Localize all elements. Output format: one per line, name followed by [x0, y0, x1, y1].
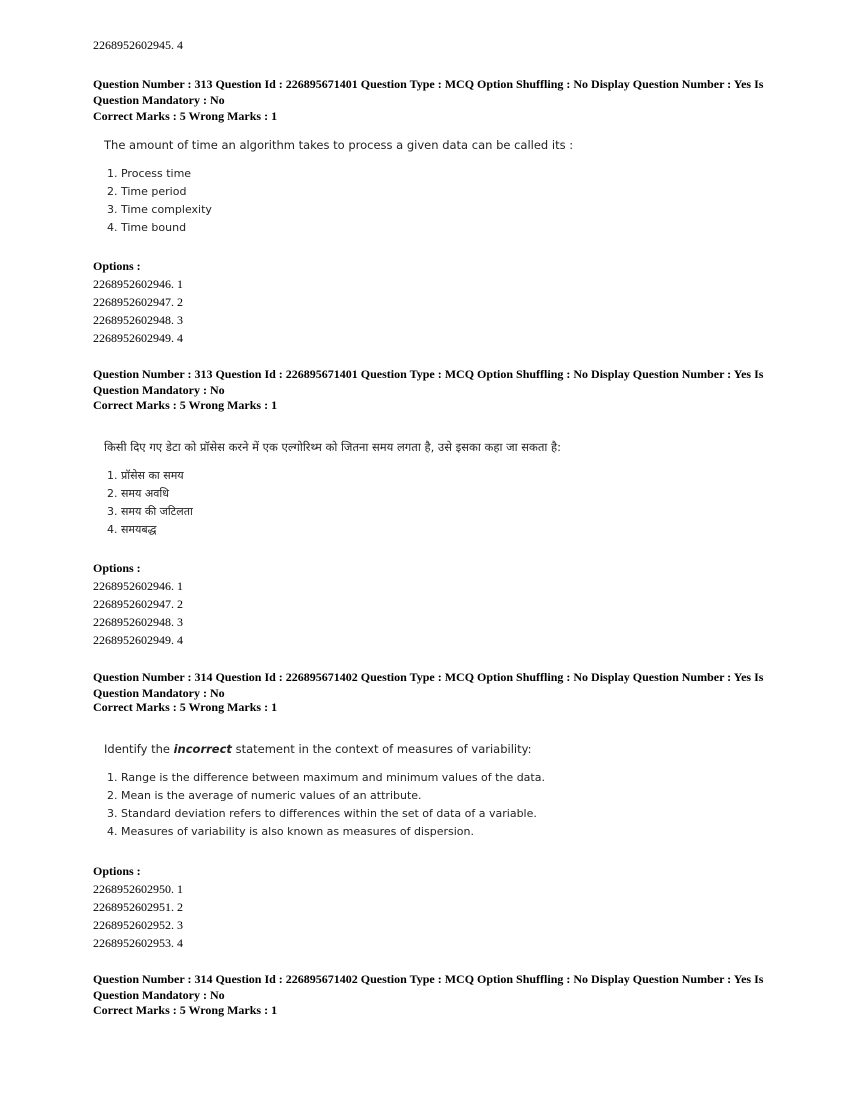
question-header: Question Number : 314 Question Id : 226895671402 Question Type : MCQ Option Shuffling : No Display Question Number : Yes Is Question Mandatory : No [93, 972, 764, 1002]
question-text-start: Identify the [104, 742, 174, 756]
choice-list [107, 165, 212, 237]
option-id: 2268952602950. 1 [93, 882, 183, 896]
choice-list [107, 467, 193, 539]
choice-item: 4. समयबद्ध [107, 523, 157, 536]
question-header: Question Number : 313 Question Id : 226895671401 Question Type : MCQ Option Shuffling : No Display Question Number : Yes Is Question Mandatory : No [93, 77, 764, 107]
question-header: Question Number : 314 Question Id : 226895671402 Question Type : MCQ Option Shuffling : No Display Question Number : Yes Is Question Mandatory : No [93, 670, 764, 700]
option-id: 2268952602948. 3 [93, 615, 183, 629]
question-text: किसी दिए गए डेटा को प्रॉसेस करने में एक एल्गोरिथ्म को जितना समय लगता है, उसे इसका कहा जा सकता है: [104, 440, 562, 454]
option-id: 2268952602951. 2 [93, 900, 183, 914]
choice-item: 3. समय की जटिलता [107, 505, 193, 518]
choice-item: 4. Time bound [107, 221, 187, 234]
option-id: 2268952602946. 1 [93, 579, 183, 593]
question-text: The amount of time an algorithm takes to process a given data can be called its : [104, 138, 574, 152]
choice-item: 2. Time period [107, 185, 187, 198]
options-block [93, 257, 183, 347]
choice-item: 2. समय अवधि [107, 487, 170, 500]
question-header: Question Number : 313 Question Id : 226895671401 Question Type : MCQ Option Shuffling : No Display Question Number : Yes Is Question Mandatory : No [93, 367, 764, 397]
choice-item: 1. प्रॉसेस का समय [107, 469, 184, 482]
option-id: 2268952602949. 4 [93, 331, 183, 345]
options-block [93, 559, 183, 649]
marks-line: Correct Marks : 5 Wrong Marks : 1 [93, 109, 278, 123]
option-id: 2268952602948. 3 [93, 313, 183, 327]
marks-line: Correct Marks : 5 Wrong Marks : 1 [93, 398, 278, 412]
choice-item: 1. Range is the difference between maximum and minimum values of the data. [107, 771, 545, 784]
choice-item: 3. Standard deviation refers to differences within the set of data of a variable. [107, 807, 537, 820]
choice-list [107, 769, 545, 841]
option-id: 2268952602947. 2 [93, 597, 183, 611]
question-emphasis: incorrect [173, 742, 232, 756]
choice-item: 1. Process time [107, 167, 192, 180]
option-id: 2268952602949. 4 [93, 633, 183, 647]
options-title: Options : [93, 864, 141, 878]
options-block [93, 862, 183, 952]
question-text-end: statement in the context of measures of variability: [231, 742, 532, 756]
option-id: 2268952602952. 3 [93, 918, 183, 932]
choice-item: 2. Mean is the average of numeric values of an attribute. [107, 789, 422, 802]
options-title: Options : [93, 259, 141, 273]
marks-line: Correct Marks : 5 Wrong Marks : 1 [93, 1003, 278, 1017]
option-id: 2268952602946. 1 [93, 277, 183, 291]
option-id: 2268952602953. 4 [93, 936, 183, 950]
question-text [104, 741, 764, 757]
top-option-line: 2268952602945. 4 [93, 38, 183, 52]
choice-item: 4. Measures of variability is also known as measures of dispersion. [107, 825, 474, 838]
choice-item: 3. Time complexity [107, 203, 212, 216]
marks-line: Correct Marks : 5 Wrong Marks : 1 [93, 700, 278, 714]
option-id: 2268952602947. 2 [93, 295, 183, 309]
options-title: Options : [93, 561, 141, 575]
